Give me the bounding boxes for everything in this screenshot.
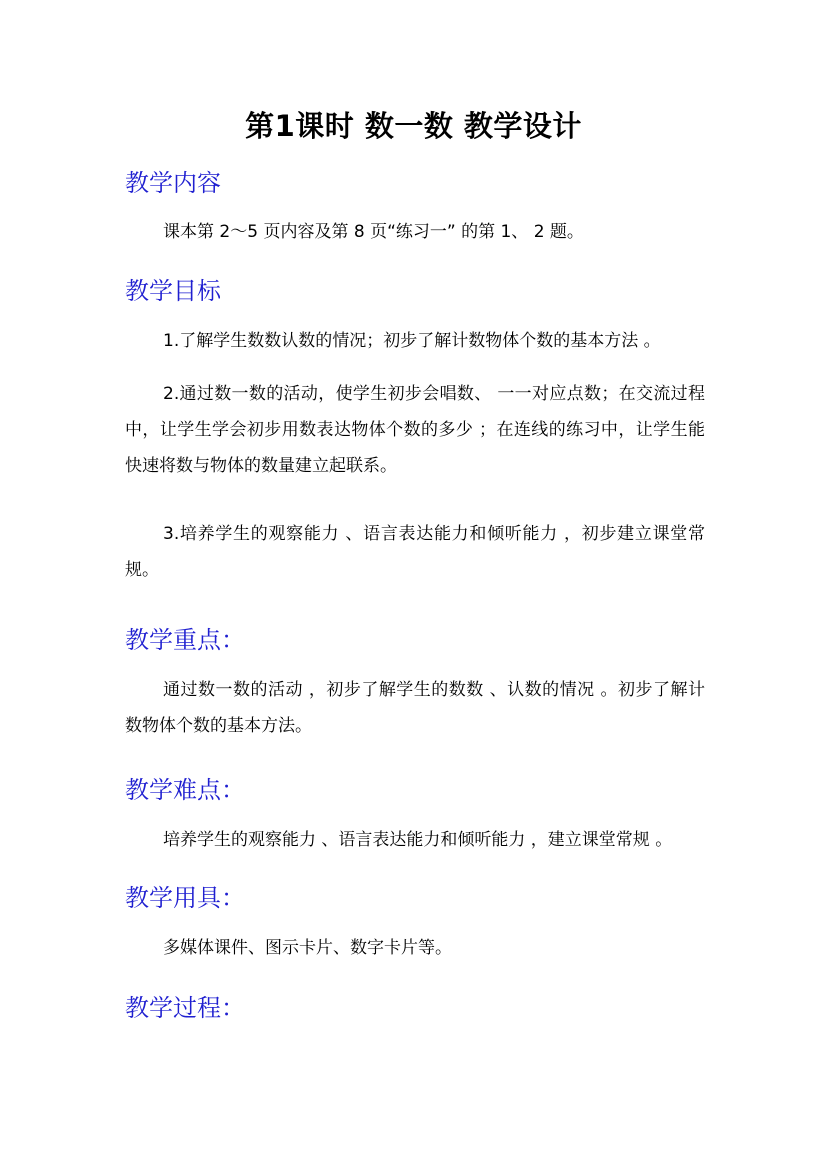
document-title: 第1课时 数一数 教学设计 bbox=[245, 109, 582, 143]
section-heading-key-points: 教学重点： bbox=[125, 626, 245, 654]
objective-paragraph-2: 2.通过数一数的活动，使学生初步会唱数、 一一对应点数；在交流过程中，让学生学会初步用数表达物体个数的多少 ；在连线的练习中，让学生能快速将数与物体的数量建立起联系。 bbox=[125, 384, 705, 476]
objective-paragraph-1: 1.了解学生数数认数的情况；初步了解计数物体个数的基本方法 。 bbox=[163, 331, 661, 351]
section-content-paragraph: 课本第 2～5 页内容及第 8 页“练习一” 的第 1、 2 题。 bbox=[163, 222, 584, 242]
objective-paragraph-3: 3.培养学生的观察能力 、语言表达能力和倾听能力 ，初步建立课堂常规。 bbox=[125, 524, 705, 580]
key-points-paragraph: 通过数一数的活动 ，初步了解学生的数数 、认数的情况 。初步了解计数物体个数的基本方法。 bbox=[125, 680, 705, 736]
section-heading-objectives: 教学目标 bbox=[125, 277, 221, 305]
section-heading-process: 教学过程： bbox=[125, 994, 245, 1022]
section-heading-difficulties: 教学难点： bbox=[125, 776, 245, 804]
section-heading-content: 教学内容 bbox=[125, 169, 221, 197]
tools-paragraph: 多媒体课件、图示卡片、数字卡片等。 bbox=[163, 938, 452, 958]
difficulties-paragraph: 培养学生的观察能力 、语言表达能力和倾听能力 ，建立课堂常规 。 bbox=[163, 830, 673, 850]
section-heading-tools: 教学用具： bbox=[125, 884, 245, 912]
